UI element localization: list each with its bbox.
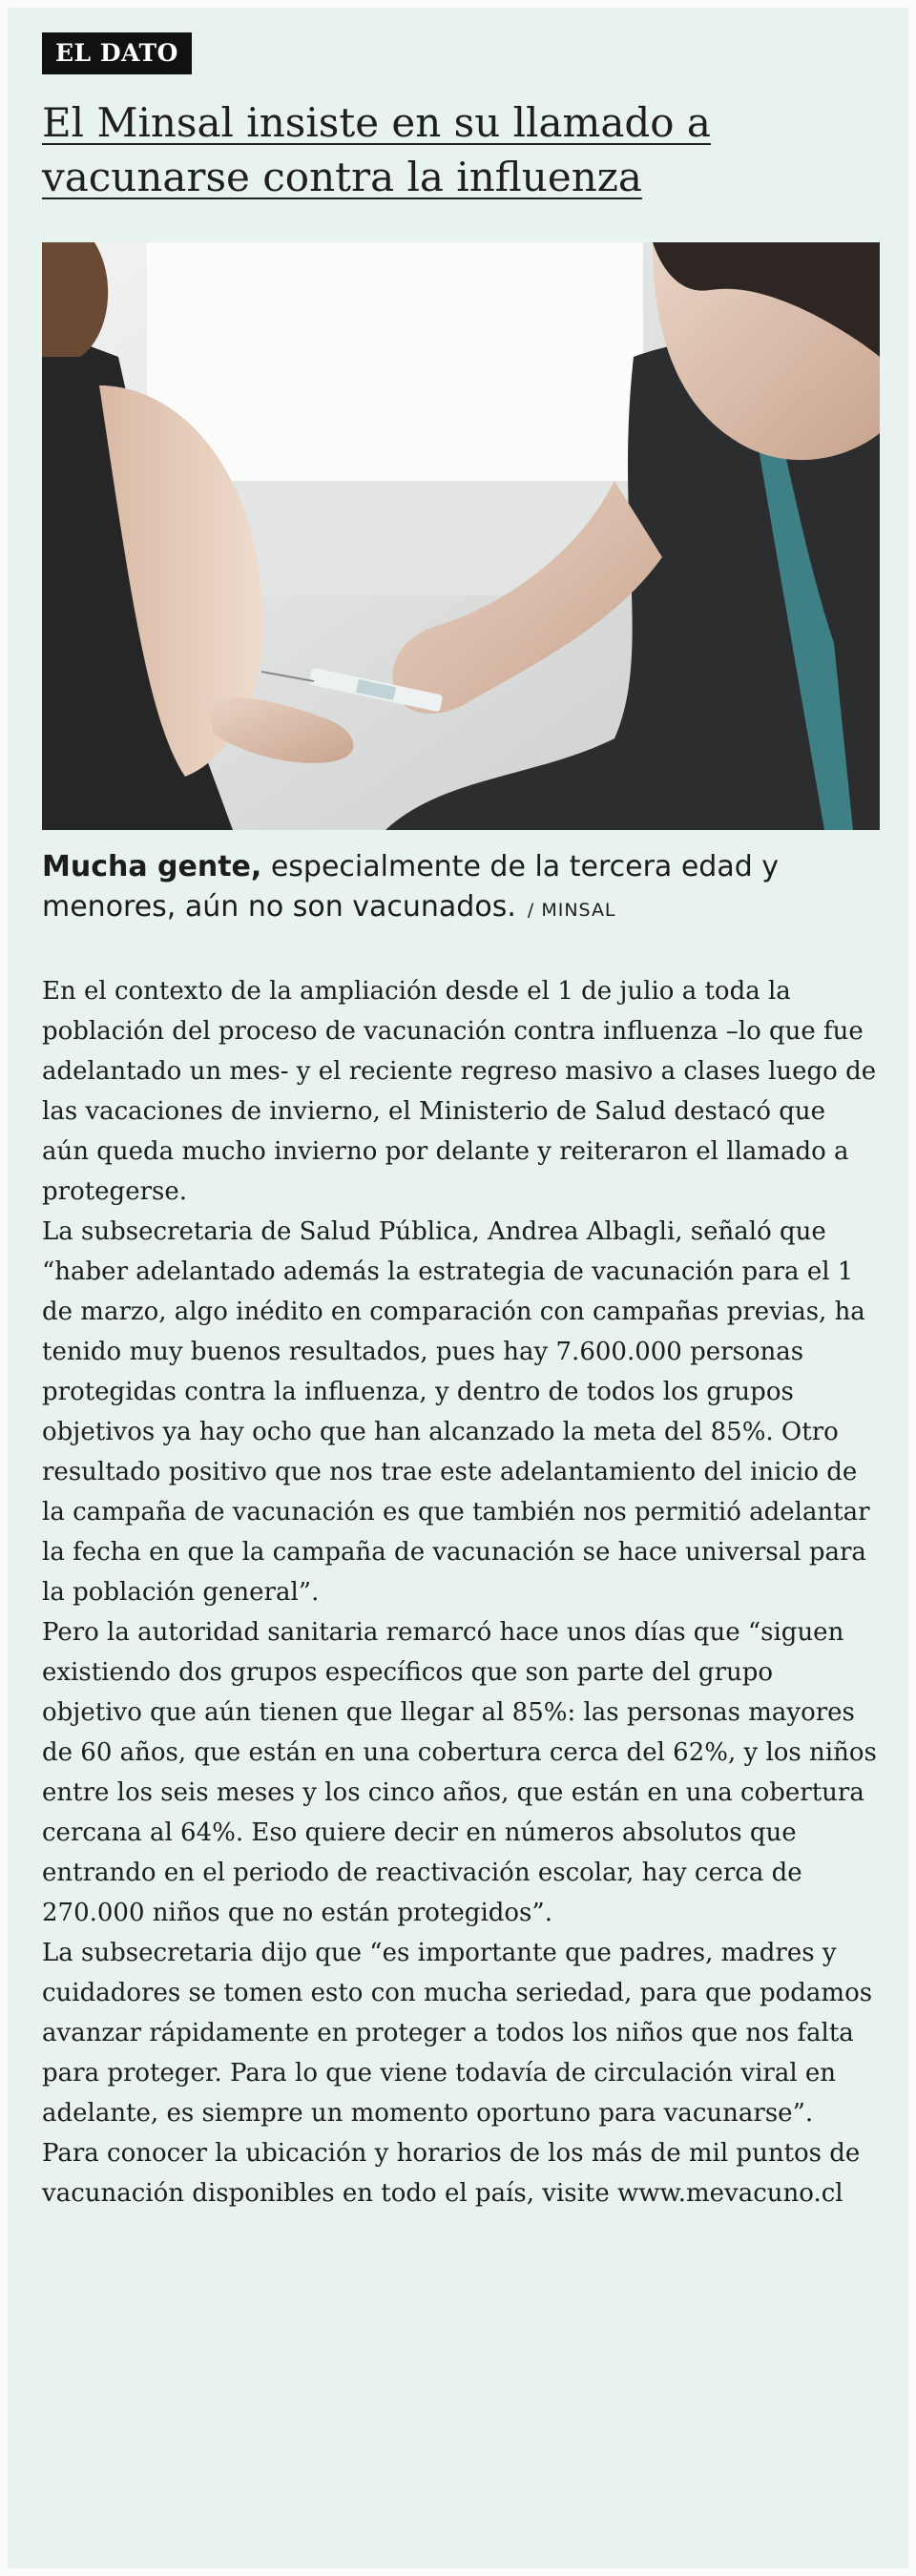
paragraph-4: La subsecretaria dijo que “es importante que padres, madres y cuidadores se tomen esto con mucha seriedad, para que podamos avanzar rápidamente en proteger a todos los niños que nos falta para proteger. Para lo que viene todavía de circulación viral en adelante, es siempre un momento oportuno para vacunarse”. xyxy=(42,1939,873,2128)
caption-text: especialmente de la tercera edad y menores, aún no son vacunados. xyxy=(42,850,780,924)
photo-credit: / MINSAL xyxy=(527,900,616,921)
paragraph-2: La subsecretaria de Salud Pública, Andrea Albagli, señaló que “haber adelantado además la estrategia de vacunación para el 1 de marzo, algo inédito en comparación con campañas previas, ha tenido muy buenos resultados, pues hay 7.600.000 personas protegidas contra la influenza, y dentro de todos los grupos objetivos ya hay ocho que han alcanzado la meta del 85%. Otro resultado positivo que nos trae este adelantamiento del inicio de la campaña de vacunación es que también nos permitió adelantar la fecha en que la campaña de vacunación se hace universal para la población general”. xyxy=(42,1217,870,1607)
caption-lead: Mucha gente, xyxy=(42,850,262,883)
section-label: EL DATO xyxy=(42,32,192,74)
vaccination-photo-illustration xyxy=(42,242,880,830)
paragraph-5: Para conocer la ubicación y horarios de los más de mil puntos de vacunación disponibles en todo el país, visite www.mevacuno.cl xyxy=(42,2139,861,2208)
article-body xyxy=(42,971,880,2213)
paragraph-1: En el contexto de la ampliación desde el 1 de julio a toda la población del proceso de vacunación contra influenza –lo que fue adelantado un mes- y el reciente regreso masivo a clases luego de las vacaciones de invierno, el Ministerio de Salud destacó que aún queda mucho invierno por delante y reiteraron el llamado a protegerse. xyxy=(42,977,877,1206)
paragraph-3: Pero la autoridad sanitaria remarcó hace unos días que “siguen existiendo dos grupos específicos que son parte del grupo objetivo que aún tienen que llegar al 85%: las personas mayores de 60 años, que están en una cobertura cerca del 62%, y los niños entre los seis meses y los cinco años, que están en una cobertura cercana al 64%. Eso quiere decir en números absolutos que entrando en el periodo de reactivación escolar, hay cerca de 270.000 niños que no están protegidos”. xyxy=(42,1618,877,1927)
vaccination-photo xyxy=(42,242,880,830)
headline-text: El Minsal insiste en su llamado a vacunarse contra la influenza xyxy=(42,99,711,200)
photo-caption xyxy=(42,847,882,930)
headline xyxy=(42,95,882,204)
